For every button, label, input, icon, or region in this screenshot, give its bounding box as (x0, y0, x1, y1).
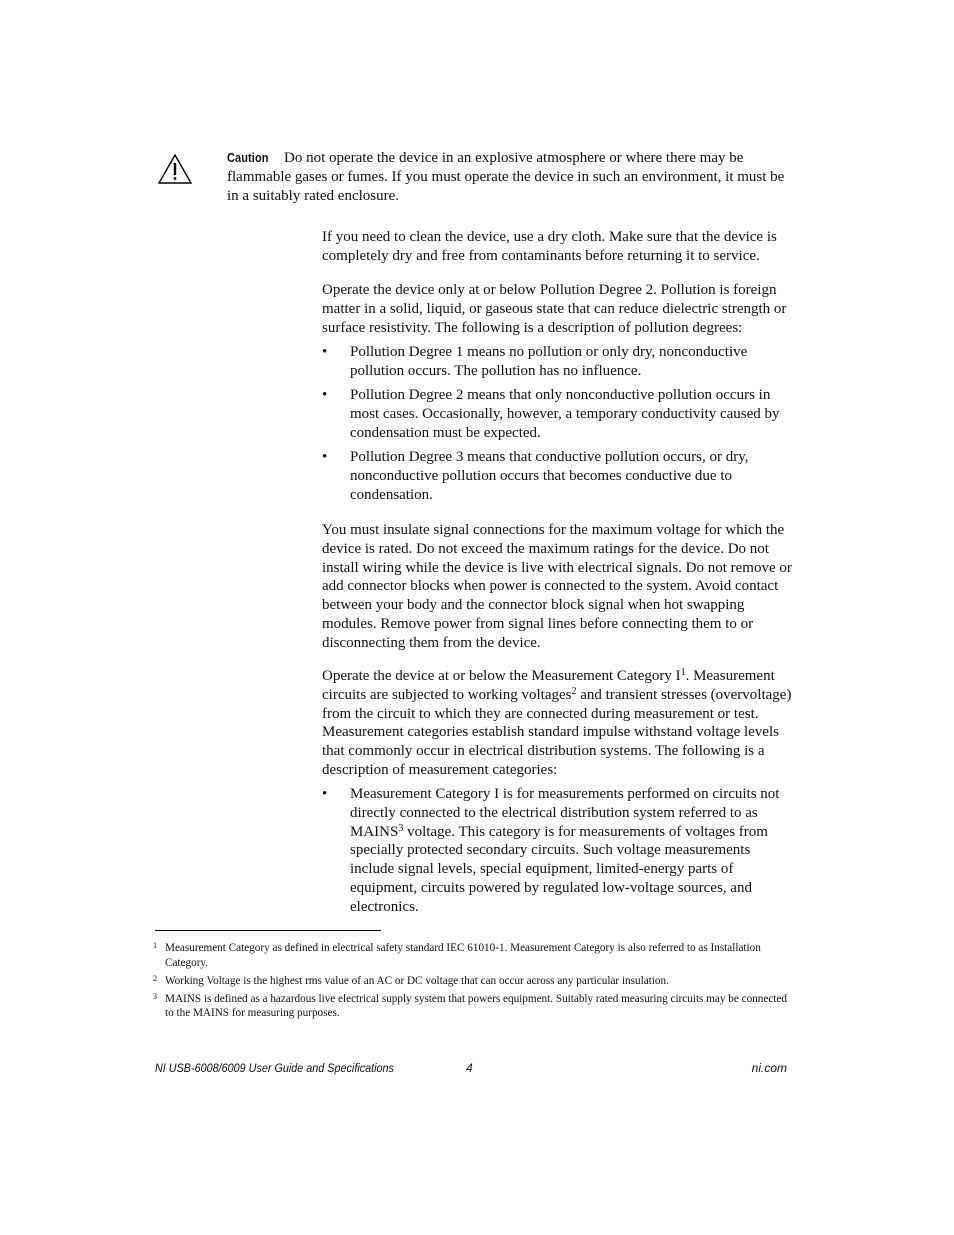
footer-document-title: NI USB-6008/6009 User Guide and Specifications (155, 1061, 394, 1075)
footnote-ref-2: 2 (571, 685, 577, 697)
page-footer (155, 1061, 787, 1077)
bullet-icon: • (322, 344, 328, 360)
footnote: 2 Working Voltage is the highest rms value of an AC or DC voltage that can occur across any particular insulation. (153, 973, 669, 987)
measurement-category-list (322, 785, 792, 922)
bullet-icon: • (322, 387, 328, 404)
list-item: • Pollution Degree 3 means that conductive pollution occurs, or dry, nonconductive pollution occurs that becomes conductive due to condensation. (322, 448, 749, 503)
footnote-ref-1: 1 (680, 667, 686, 678)
insulation-paragraph: You must insulate signal connections for the maximum voltage for which the device is rated. Do not exceed the maximum ratings for the device. Do not install wiring while the device is live with electrical signals. Do not remove or add connector blocks when power is connected to the system. Avoid contact between your body and the connector block signal when hot swapping modules. Remove power from signal lines before connecting them to or disconnecting them from the device. (322, 522, 792, 651)
pollution-degree-list (322, 343, 792, 510)
list-item: • Measurement Category I is for measurements performed on circuits not directly connected to the electrical distribution system referred to as MAINS$^3$ voltage. This category is for measurements of voltages from specially protected secondary circuits. Such voltage measurements include signal levels, special equipment, limited-energy parts of equipment, circuits powered by regulated low-voltage sources, and electronics. (322, 786, 780, 915)
footnote-ref-3: 3 (398, 822, 404, 834)
list-item: • Pollution Degree 2 means that only nonconductive pollution occurs in most cases. Occasionally, however, a temporary conductivity caused by condensation must be expected. (322, 387, 780, 441)
caution-label: Caution (227, 151, 269, 165)
warning-triangle-icon (157, 153, 193, 185)
pollution-intro-paragraph: Operate the device only at or below Pollution Degree 2. Pollution is foreign matter in a solid, liquid, or gaseous state that can reduce dielectric strength or surface resistivity. The following is a description of pollution degrees: (322, 282, 787, 336)
footer-site: ni.com (751, 1061, 787, 1075)
footnote: 1 Measurement Category as defined in electrical safety standard IEC 61010-1. Measurement Category is also referred to as Installation Category. (153, 941, 761, 969)
cleaning-paragraph: If you need to clean the device, use a dry cloth. Make sure that the device is completely dry and free from contaminants before returning it to service. (322, 229, 777, 264)
caution-notice (227, 149, 787, 206)
page-number: 4 (466, 1061, 473, 1075)
measurement-intro-paragraph: Operate the device at or below the Measurement Category $I^1$. Measurement circuits are subjected to working voltages$^2$ and transient stresses (overvoltage) from the circuit to which they are connected during measurement or test. Measurement categories establish standard impulse withstand voltage levels that commonly occur in electrical distribution systems. The following is a description of measurement categories: (322, 667, 792, 778)
list-item: • Pollution Degree 1 means no pollution or only dry, nonconductive pollution occurs. The pollution has no influence. (322, 344, 748, 379)
caution-text: Do not operate the device in an explosive atmosphere or where there may be flammable gases or fumes. If you must operate the device in such an environment, it must be in a suitably rated enclosure. (227, 150, 785, 204)
bullet-icon: • (322, 448, 328, 465)
footnote: 3 MAINS is defined as a hazardous live electrical supply system that powers equipment. Suitably rated measuring circuits may be connected to the MAINS for measuring purposes. (153, 991, 787, 1019)
footnotes (153, 941, 793, 1024)
footnote-divider (155, 930, 381, 931)
bullet-icon: • (322, 786, 328, 802)
